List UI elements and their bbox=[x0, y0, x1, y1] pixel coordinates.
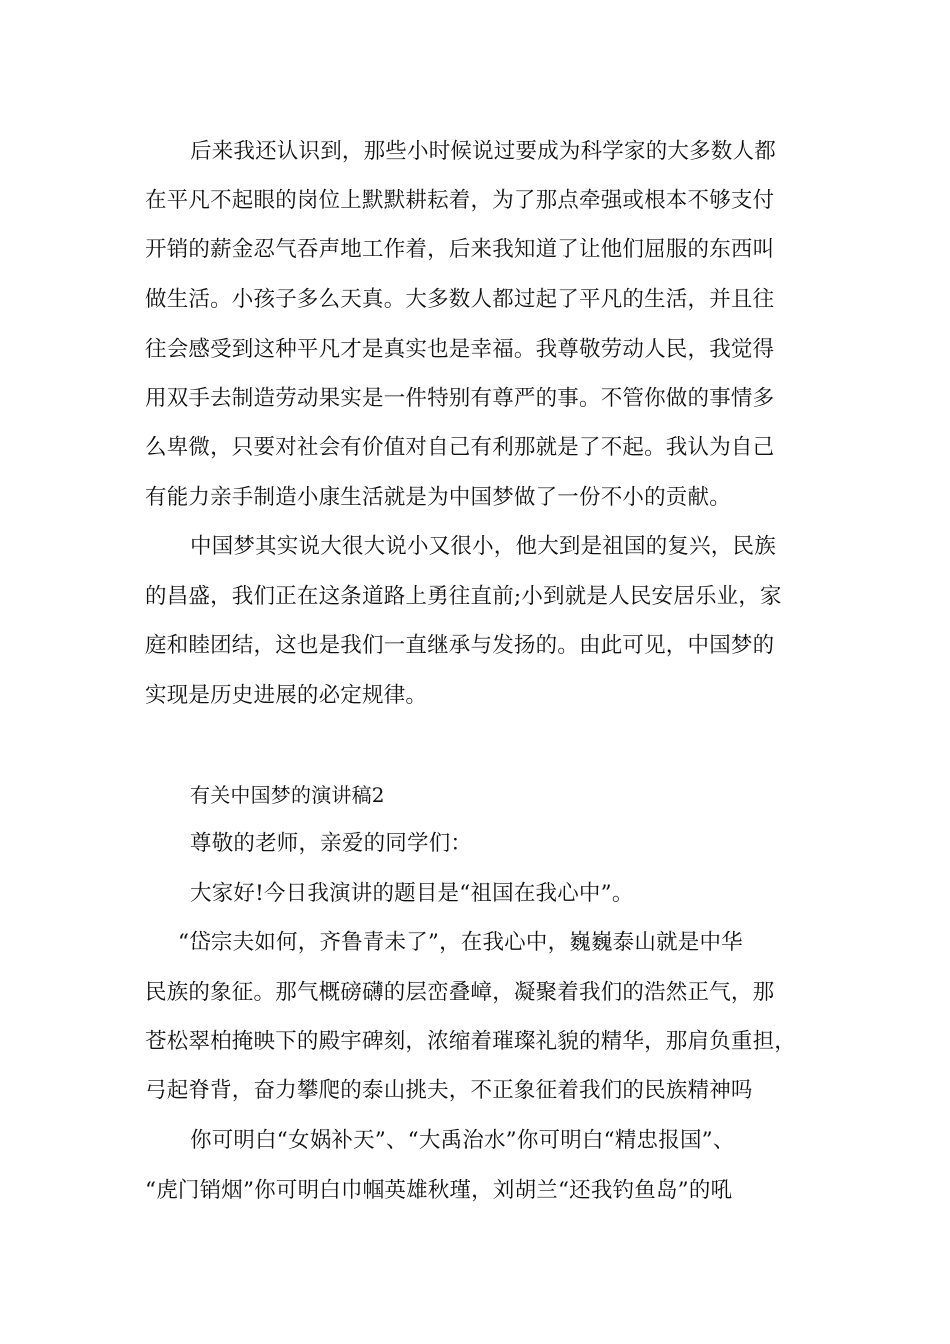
paragraph-line: 民族的象征。那气概磅礴的层峦叠嶂，凝聚着我们的浩然正气，那 bbox=[145, 980, 775, 1005]
paragraph-line: 你可明白“女娲补天”、“大禹治水”你可明白“精忠报国”、 bbox=[190, 1128, 735, 1153]
paragraph-line: “岱宗夫如何，齐鲁青未了”，在我心中，巍巍泰山就是中华 bbox=[178, 930, 743, 955]
paragraph-line: 开销的薪金忍气吞声地工作着，后来我知道了让他们屈服的东西叫 bbox=[145, 237, 775, 262]
paragraph-line: 用双手去制造劳动果实是一件特别有尊严的事。不管你做的事情多 bbox=[145, 386, 775, 411]
paragraph-line: 有能力亲手制造小康生活就是为中国梦做了一份不小的贡献。 bbox=[145, 485, 731, 510]
paragraph-line: 后来我还认识到，那些小时候说过要成为科学家的大多数人都 bbox=[190, 139, 776, 164]
paragraph-line: 在平凡不起眼的岗位上默默耕耘着，为了那点牵强或根本不够支付 bbox=[145, 188, 775, 213]
paragraph-line: 的昌盛，我们正在这条道路上勇往直前;小到就是人民安居乐业，家 bbox=[145, 584, 782, 609]
paragraph-line: 往会感受到这种平凡才是真实也是幸福。我尊敬劳动人民，我觉得 bbox=[145, 337, 775, 362]
paragraph-line: “虎门销烟”你可明白巾帼英雄秋瑾，刘胡兰“还我钓鱼岛”的吼 bbox=[145, 1178, 733, 1203]
paragraph-line: 庭和睦团结，这也是我们一直继承与发扬的。由此可见，中国梦的 bbox=[145, 633, 775, 658]
paragraph-line: 弓起脊背，奋力攀爬的泰山挑夫，不正象征着我们的民族精神吗 bbox=[145, 1078, 753, 1103]
salutation: 尊敬的老师，亲爱的同学们： bbox=[190, 831, 473, 856]
paragraph-line: 苍松翠柏掩映下的殿宇碑刻，浓缩着璀璨礼貌的精华，那肩负重担， bbox=[145, 1029, 797, 1054]
paragraph-line: 实现是历史进展的必定规律。 bbox=[145, 683, 428, 708]
greeting: 大家好!今日我演讲的题目是“祖国在我心中”。 bbox=[190, 881, 634, 906]
section-title: 有关中国梦的演讲稿2 bbox=[190, 783, 385, 807]
paragraph-line: 做生活。小孩子多么天真。大多数人都过起了平凡的生活，并且往 bbox=[145, 287, 775, 312]
paragraph-line: 中国梦其实说大很大说小又很小，他大到是祖国的复兴，民族 bbox=[190, 534, 776, 559]
paragraph-line: 么卑微，只要对社会有价值对自己有利那就是了不起。我认为自己 bbox=[145, 435, 775, 460]
